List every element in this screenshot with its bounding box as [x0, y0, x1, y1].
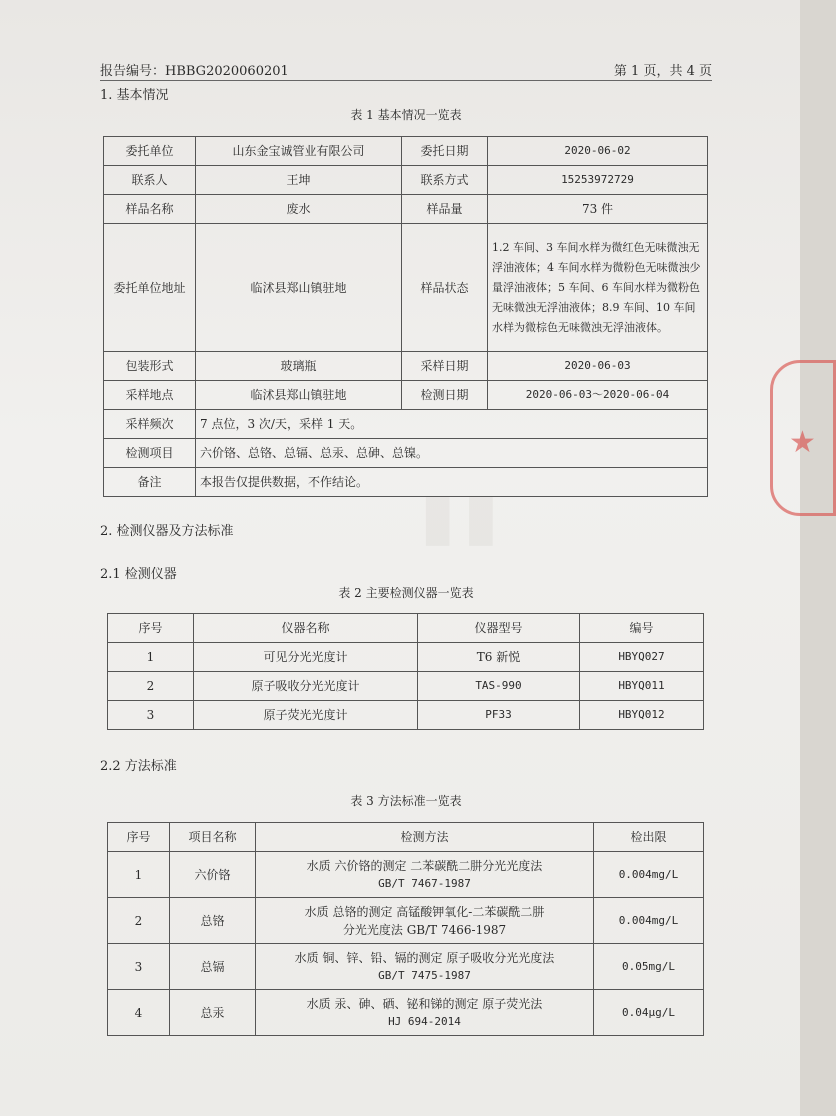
sample-name-label: 样品名称: [104, 195, 196, 224]
cell-model: PF33: [418, 701, 580, 730]
col-header-limit: 检出限: [594, 823, 704, 852]
package-value: 玻璃瓶: [196, 352, 402, 381]
table-row: [104, 381, 708, 410]
red-seal-stamp: ★: [770, 360, 836, 516]
phone-label: 联系方式: [402, 166, 488, 195]
cell-limit: 0.05mg/L: [594, 944, 704, 990]
cell-no: 2: [108, 898, 170, 944]
cell-item: 六价铬: [170, 852, 256, 898]
col-header-model: 仪器型号: [418, 614, 580, 643]
sampling-date-value: 2020-06-03: [488, 352, 708, 381]
cell-method: [256, 852, 594, 898]
test-date-value: 2020-06-03～2020-06-04: [488, 381, 708, 410]
package-label: 包装形式: [104, 352, 196, 381]
phone-value: 15253972729: [488, 166, 708, 195]
sampling-date-label: 采样日期: [402, 352, 488, 381]
method-line: 水质 总铬的测定 高锰酸钾氧化-二苯碳酰二肼: [304, 904, 545, 919]
cell-code: HBYQ012: [580, 701, 704, 730]
report-number: 报告编号：HBBG2020060201: [100, 64, 289, 79]
date-label: 委托日期: [402, 137, 488, 166]
method-standard: GB/T 7475-1987: [378, 968, 471, 982]
table-row: [104, 468, 708, 497]
method-line: 水质 六价铬的测定 二苯碳酰二肼分光光度法: [306, 858, 543, 873]
col-header-code: 编号: [580, 614, 704, 643]
basic-info-table: [103, 136, 708, 497]
items-label: 检测项目: [104, 439, 196, 468]
table-row: [104, 137, 708, 166]
section1-title: 1. 基本情况: [100, 88, 169, 103]
cell-no: 4: [108, 990, 170, 1036]
table1-caption: 表 1 基本情况一览表: [350, 108, 462, 122]
table-row: [104, 410, 708, 439]
col-header-item: 项目名称: [170, 823, 256, 852]
col-header-method: 检测方法: [256, 823, 594, 852]
frequency-label: 采样频次: [104, 410, 196, 439]
table-row: [108, 944, 704, 990]
table-row: [104, 439, 708, 468]
method-line: 水质 铜、锌、铅、镉的测定 原子吸收分光光度法: [294, 950, 555, 965]
address-value: 临沭县郑山镇驻地: [196, 224, 402, 352]
cell-item: 总汞: [170, 990, 256, 1036]
table-row: [108, 990, 704, 1036]
header-divider: [100, 80, 712, 81]
cell-limit: 0.004mg/L: [594, 852, 704, 898]
method-standard: HJ 694-2014: [388, 1014, 461, 1028]
sample-name-value: 废水: [196, 195, 402, 224]
frequency-value: 7 点位，3 次/天，采样 1 天。: [196, 410, 708, 439]
section2-1-title: 2.1 检测仪器: [100, 567, 177, 582]
cell-model: T6 新悦: [418, 643, 580, 672]
table-row: [104, 166, 708, 195]
cell-method: [256, 944, 594, 990]
method-standard: GB/T 7467-1987: [378, 876, 471, 890]
state-value: 1.2 车间、3 车间水样为微红色无味微浊无浮油液体；4 车间水样为微粉色无味微浊少量浮油液体；5 车间、6 车间水样为微粉色无味微浊无浮油液体；8.9 车间、10 车间水样为微棕色无味微浊无浮油液体。: [488, 224, 708, 352]
sampling-site-label: 采样地点: [104, 381, 196, 410]
test-date-label: 检测日期: [402, 381, 488, 410]
col-header-no: 序号: [108, 823, 170, 852]
cell-instrument-name: 原子荧光光度计: [194, 701, 418, 730]
table-row: [104, 352, 708, 381]
report-header: [100, 60, 712, 80]
cell-model: TAS-990: [418, 672, 580, 701]
cell-no: 2: [108, 672, 194, 701]
table3-caption: 表 3 方法标准一览表: [350, 794, 462, 808]
date-value: 2020-06-02: [488, 137, 708, 166]
state-label: 样品状态: [402, 224, 488, 352]
client-value: 山东金宝诚管业有限公司: [196, 137, 402, 166]
col-header-instrument-name: 仪器名称: [194, 614, 418, 643]
col-header-no: 序号: [108, 614, 194, 643]
table-row: [108, 852, 704, 898]
contact-label: 联系人: [104, 166, 196, 195]
method-line: 水质 汞、砷、硒、铋和锑的测定 原子荧光法: [306, 996, 543, 1011]
method-table: [107, 822, 704, 1036]
cell-no: 3: [108, 944, 170, 990]
sample-qty-label: 样品量: [402, 195, 488, 224]
table-row: [108, 643, 704, 672]
address-label: 委托单位地址: [104, 224, 196, 352]
table2-caption: 表 2 主要检测仪器一览表: [338, 586, 474, 600]
cell-method: [256, 898, 594, 944]
cell-item: 总镉: [170, 944, 256, 990]
table-row: [104, 195, 708, 224]
cell-instrument-name: 原子吸收分光光度计: [194, 672, 418, 701]
cell-limit: 0.004mg/L: [594, 898, 704, 944]
client-label: 委托单位: [104, 137, 196, 166]
items-value: 六价铬、总铬、总镉、总汞、总砷、总镍。: [196, 439, 708, 468]
cell-item: 总铬: [170, 898, 256, 944]
table-row: [108, 898, 704, 944]
remark-value: 本报告仅提供数据，不作结论。: [196, 468, 708, 497]
section2-2-title: 2.2 方法标准: [100, 759, 177, 774]
cell-instrument-name: 可见分光光度计: [194, 643, 418, 672]
cell-no: 1: [108, 852, 170, 898]
table-row: [108, 672, 704, 701]
sampling-site-value: 临沭县郑山镇驻地: [196, 381, 402, 410]
instrument-table: [107, 613, 704, 730]
sample-qty-value: 73 件: [488, 195, 708, 224]
method-standard: 分光光度法 GB/T 7466-1987: [342, 922, 507, 937]
table-header-row: [108, 823, 704, 852]
table-row: [108, 701, 704, 730]
remark-label: 备注: [104, 468, 196, 497]
section2-title: 2. 检测仪器及方法标准: [100, 524, 234, 539]
cell-limit: 0.04μg/L: [594, 990, 704, 1036]
cell-no: 3: [108, 701, 194, 730]
contact-value: 王坤: [196, 166, 402, 195]
watermark: ▮▮: [420, 480, 507, 554]
cell-method: [256, 990, 594, 1036]
cell-code: HBYQ027: [580, 643, 704, 672]
page-indicator: 第 1 页，共 4 页: [613, 64, 712, 79]
table-row: [104, 224, 708, 352]
cell-no: 1: [108, 643, 194, 672]
cell-code: HBYQ011: [580, 672, 704, 701]
table-header-row: [108, 614, 704, 643]
